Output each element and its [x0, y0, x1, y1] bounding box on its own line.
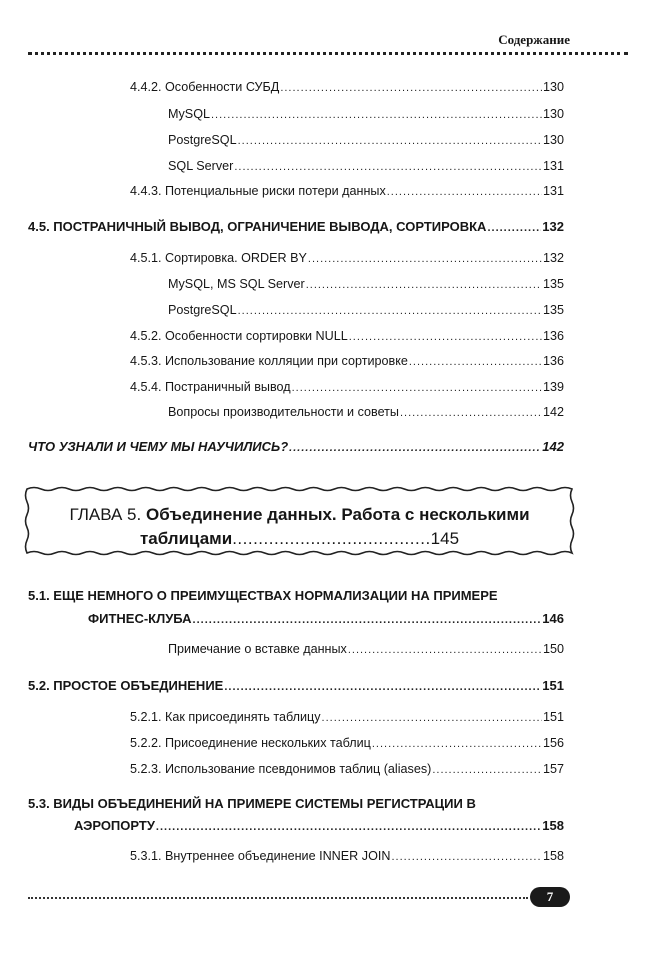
- chapter-leader: ......................................: [232, 529, 431, 548]
- chapter-title-cont: таблицами: [139, 529, 233, 548]
- toc-entry-4-4-2: [130, 80, 564, 94]
- toc-section-5-1-line-1: 5.1. ЕЩЕ НЕМНОГО О ПРЕИМУЩЕСТВАХ НОРМАЛИЗАЦИИ НА ПРИМЕРЕ: [28, 588, 498, 603]
- toc-entry-title: 5.2.2. Присоединение нескольких таблиц: [130, 736, 371, 750]
- toc-entry-title: MySQL, MS SQL Server: [168, 277, 305, 291]
- toc-entry-4-5-2: [130, 329, 564, 343]
- chapter-title-line-1: [22, 503, 577, 527]
- toc-entry-page: 130: [542, 107, 564, 121]
- toc-section-page: 158: [542, 818, 564, 833]
- toc-entry-page: 135: [542, 303, 564, 317]
- toc-entry-page: 139: [542, 380, 564, 394]
- toc-entry-page: 131: [542, 159, 564, 173]
- toc-entry-title: 5.2.3. Использование псевдонимов таблиц (aliases): [130, 762, 432, 776]
- toc-summary: [28, 439, 564, 454]
- toc-entry-5-3-1: [130, 849, 564, 863]
- toc-entry-page: 130: [542, 133, 564, 147]
- toc-entry-4-5-4: [130, 380, 564, 394]
- footer-divider: [28, 897, 528, 899]
- chapter-title: Объединение данных. Работа с несколькими: [145, 505, 530, 524]
- page-number-badge: 7: [530, 887, 570, 907]
- toc-section-title: ЧТО УЗНАЛИ И ЧЕМУ МЫ НАУЧИЛИСЬ?: [28, 439, 289, 454]
- toc-entry-title: 4.4.2. Особенности СУБД: [130, 80, 280, 94]
- toc-entry-title: PostgreSQL: [168, 303, 237, 317]
- toc-section-5-1: [88, 611, 564, 626]
- toc-entry-page: 157: [542, 762, 564, 776]
- toc-entry-5-2-2: [130, 736, 564, 750]
- chapter-5-box: [22, 484, 577, 558]
- toc-entry-page: 132: [542, 251, 564, 265]
- toc-entry-note-insert: [168, 642, 564, 656]
- toc-entry-title: 5.3.1. Внутреннее объединение INNER JOIN: [130, 849, 391, 863]
- toc-section-page: 132: [542, 219, 564, 234]
- toc-section-title: 5.2. ПРОСТОЕ ОБЪЕДИНЕНИЕ: [28, 678, 224, 693]
- toc-section-title: ФИТНЕС-КЛУБА: [88, 611, 192, 626]
- toc-entry-4-4-3: [130, 184, 564, 198]
- header-divider: [28, 52, 628, 55]
- toc-entry-4-5-1: [130, 251, 564, 265]
- toc-entry-page: 135: [542, 277, 564, 291]
- toc-entry-mysql-mssql: [168, 277, 564, 291]
- toc-entry-title: SQL Server: [168, 159, 234, 173]
- toc-entry-title: 4.5.3. Использование колляции при сортировке: [130, 354, 408, 368]
- toc-entry-postgresql-2: [168, 303, 564, 317]
- toc-entry-title: PostgreSQL: [168, 133, 237, 147]
- toc-entry-title: MySQL: [168, 107, 210, 121]
- toc-section-4-5: [28, 219, 564, 234]
- toc-section-5-3: [74, 818, 564, 833]
- toc-entry-page: 150: [542, 642, 564, 656]
- toc-entry-page: 156: [542, 736, 564, 750]
- toc-entry-5-2-1: [130, 710, 564, 724]
- toc-entry-sql-server: [168, 159, 564, 173]
- toc-entry-page: 158: [542, 849, 564, 863]
- chapter-page: 145: [430, 529, 460, 548]
- toc-entry-page: 142: [542, 405, 564, 419]
- toc-entry-title: 4.5.1. Сортировка. ORDER BY: [130, 251, 307, 265]
- toc-entry-performance: [168, 405, 564, 419]
- toc-entry-title: 4.5.4. Постраничный вывод: [130, 380, 291, 394]
- toc-section-page: 142: [542, 439, 564, 454]
- toc-entry-title: Примечание о вставке данных: [168, 642, 347, 656]
- toc-entry-4-5-3: [130, 354, 564, 368]
- toc-entry-title: 4.4.3. Потенциальные риски потери данных: [130, 184, 386, 198]
- toc-section-page: 146: [542, 611, 564, 626]
- toc-entry-page: 136: [542, 329, 564, 343]
- chapter-prefix: ГЛАВА 5.: [69, 505, 142, 524]
- toc-entry-title: Вопросы производительности и советы: [168, 405, 399, 419]
- chapter-title-line-2: [22, 527, 577, 551]
- toc-section-title: АЭРОПОРТУ: [74, 818, 155, 833]
- toc-entry-page: 131: [542, 184, 564, 198]
- toc-section-5-2: [28, 678, 564, 693]
- toc-entry-page: 136: [542, 354, 564, 368]
- toc-entry-title: 5.2.1. Как присоединять таблицу: [130, 710, 321, 724]
- toc-entry-page: 130: [542, 80, 564, 94]
- toc-section-page: 151: [542, 678, 564, 693]
- toc-entry-title: 4.5.2. Особенности сортировки NULL: [130, 329, 348, 343]
- toc-entry-postgresql: [168, 133, 564, 147]
- toc-entry-page: 151: [542, 710, 564, 724]
- toc-section-5-3-line-1: 5.3. ВИДЫ ОБЪЕДИНЕНИЙ НА ПРИМЕРЕ СИСТЕМЫ РЕГИСТРАЦИИ В: [28, 796, 476, 811]
- toc-entry-5-2-3: [130, 762, 564, 776]
- running-header: Содержание: [498, 32, 570, 47]
- toc-entry-mysql: [168, 107, 564, 121]
- toc-section-title: 4.5. ПОСТРАНИЧНЫЙ ВЫВОД, ОГРАНИЧЕНИЕ ВЫВОДА, СОРТИРОВКА: [28, 219, 487, 234]
